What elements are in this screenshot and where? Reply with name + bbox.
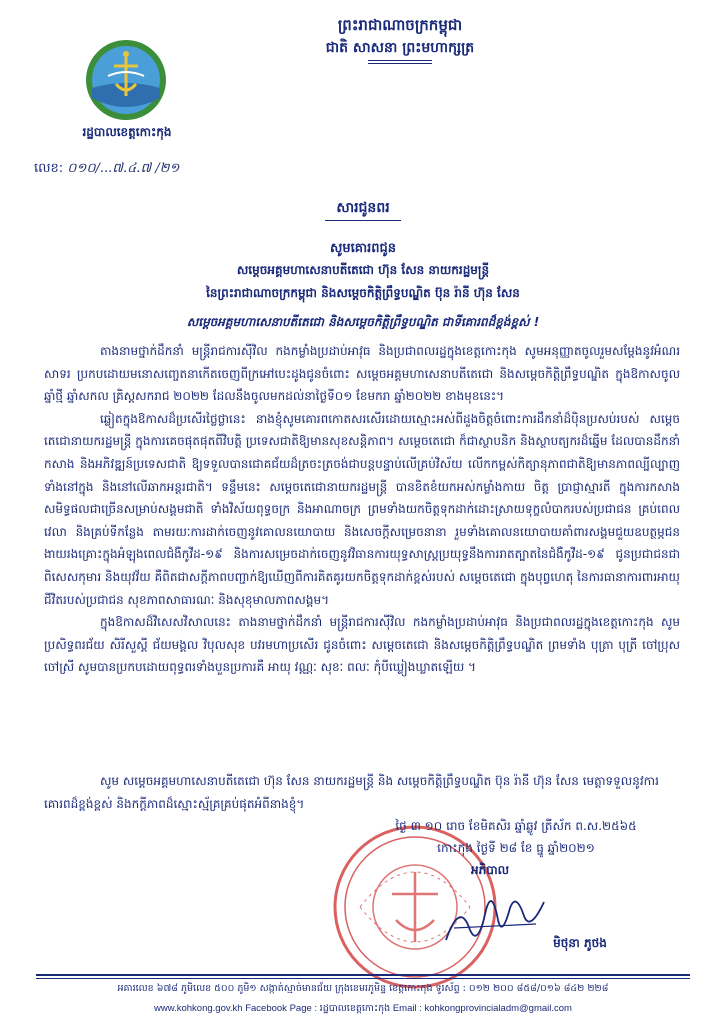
title-underline <box>325 220 401 221</box>
national-motto: ជាតិ សាសនា ព្រះមហាក្សត្រ <box>325 40 475 56</box>
reference-label: លេខ: <box>34 161 64 176</box>
footer-address: អគារលេខ ៦៧៨ ភូមិលេខ ៥០០ ភូមិ១ សង្កាត់ស្មាច់មានជ័យ ក្រុងខេមរភូមិន្ទ ខេត្តកោះកុង ទូរស័ព្ទ : ០១២ ២០០ ៨៥៨/០១៦ ៨៤២ ២២៨ <box>117 983 609 994</box>
body-paragraph: ក្នុងឱកាសដ៏វិសេសវិសាលនេះ តាងនាមថ្នាក់ដឹកនាំ មន្ត្រីរាជការស៊ីវិល កងកម្លាំងប្រដាប់អាវុធ និងប្រជាពលរដ្ឋក្នុងខេត្តកោះកុង សូមប្រសិទ្ធពរជ័យ សិរីសួស្តី ជ័យមង្គល វិបុលសុខ បវរមហាប្រសើរ ជូនចំពោះ សម្តេចតេជោ និងសម្តេចកិត្តិព្រឹទ្ធបណ្ឌិត ព្រមទាំង បុត្រា បុត្រី ចៅប្រុស ចៅស្រី សូមបានប្រកបដោយពុទ្ធពរទាំងបួនប្រការគឺ អាយុ វណ្ណៈ សុខៈ ពលៈ កុំបីឃ្លៀងឃ្លាតឡើយ ។ <box>44 615 680 675</box>
signer-title: អភិបាល <box>470 863 510 877</box>
footer-divider <box>36 974 690 976</box>
kingdom-heading: ព្រះរាជាណាចក្រកម្ពុជា <box>337 16 463 34</box>
reference-suffix: /២១ <box>155 161 180 176</box>
addressee-intro: សូមគោរពជូន <box>329 241 396 256</box>
signer-name: មិថុនា ភូថង <box>553 936 607 950</box>
addressee-prime-minister: សម្តេចអគ្គមហាសេនាបតីតេជោ ហ៊ុន សែន នាយករដ្ឋមន្ត្រី <box>236 263 490 277</box>
document-title: សារជូនពរ <box>336 200 390 216</box>
provincial-administration-name: រដ្ឋបាលខេត្តកោះកុង <box>82 125 172 139</box>
addressee-spouse: នៃព្រះរាជាណាចក្រកម្ពុជា និងសម្តេចកិត្តិព្រឹទ្ធបណ្ឌិត ប៊ុន រ៉ានី ហ៊ុន សែន <box>206 286 520 300</box>
solar-date: កោះកុង ថ្ងៃទី ២៨ ខែ ធ្នូ ឆ្នាំ២០២១ <box>437 841 595 855</box>
reference-value: ០១០/...៧.៤.៧ <box>67 161 152 176</box>
reference-number <box>34 160 179 179</box>
provincial-emblem-icon <box>84 38 168 122</box>
motto-divider <box>368 60 432 64</box>
body-paragraph: ឆ្លៀតក្នុងឱកាសដ៏ប្រសើរថ្លៃថ្លានេះ នាងខ្ញុំសូមគោរពកោតសរសើរដោយស្មោះអស់ពីដួងចិត្តចំពោះការដឹកនាំដ៏ប៉ិនប្រសប់របស់ សម្តេចតេជោនាយករដ្ឋមន្ត្រី ក្នុងការគេចផុតផុតពីវិបត្តិ ប្រទេសជាតិឱ្យមានសុខសន្តិភាព។ សម្តេចតេជោ ក៏ជាស្ថាបនិក និងស្ថាបត្យករដ៏ឆ្នើម ដែលបានដឹកនាំ កសាង និងអភិវឌ្ឍន៍ប្រទេសជាតិ ឱ្យទទួលបានជោគជ័យដ៏ត្រចះត្រចង់ជាបន្តបន្ទាប់លើគ្រប់វិស័យ លើកកម្ពស់កិត្យានុភាពជាតិឱ្យមានភាពល្បីល្បាញទាំងនៅក្នុង និងនៅលើឆាកអន្តរជាតិ។ ទន្ទឹមនេះ សម្តេចតេជោនាយករដ្ឋមន្ត្រី បានខិតខំយកអស់កម្លាំងកាយ ចិត្ត ប្រាជ្ញាស្មារតី ក្នុងការកសាងសមិទ្ធផលជាច្រើនសម្រាប់សង្គមជាតិ ទាំងវិស័យពុទ្ធចក្រ និងអាណាចក្រ ព្រមទាំងយកចិត្តទុកដាក់ដោះស្រាយទុក្ខលំបាករបស់ប្រជាជន គ្រប់ពេលវេលា និងគ្រប់ទីកន្លែង តាមរយៈការដាក់ចេញនូវគោលនយោបាយ និងសេចក្តីសម្រេចនានា រួមទាំងគោលនយោបាយគាំពារសង្គមជួយឧបត្ថម្ភជនងាយរងគ្រោះក្នុងអំឡុងពេលជំងឺកូវីដ-១៩ និងការសម្រេចដាក់ចេញនូវវិធានការយុទ្ធសាស្ត្រប្រយុទ្ធនឹងការរាតត្បាតនៃជំងឺកូវីដ-១៩ ជូនប្រជាជនជាពិសេសកុមារ និងយុវវ័យ គឺពិតជាសក្តីភាពបញ្ជាក់ឱ្យឃើញពីការគិតគូរយកចិត្តទុកដាក់ខ្ពស់របស់ សម្តេចតេជោ ក្នុងបុព្វហេតុ នៃការធានាការពារអាយុជីវិតរបស់ប្រជាជន សុខភាពសាធារណៈ និងសុខុមាលភាពសង្គម។ <box>44 411 680 607</box>
footer-contacts: www.kohkong.gov.kh Facebook Page : រដ្ឋបាលខេត្តកោះកុង Email : kohkongprovincialadm@gmail.com <box>154 1003 572 1014</box>
salutation: សម្តេចអគ្គមហាសេនាបតីតេជោ និងសម្តេចកិត្តិព្រឹទ្ធបណ្ឌិត ជាទីគោរពដ៏ខ្ពង់ខ្ពស់ ! <box>186 315 540 329</box>
footer-divider-thin <box>36 978 690 979</box>
body-paragraph: តាងនាមថ្នាក់ដឹកនាំ មន្ត្រីរាជការស៊ីវិល កងកម្លាំងប្រដាប់អាវុធ និងប្រជាពលរដ្ឋក្នុងខេត្តកោះកុង សូមអនុញ្ញាតចូលរួមសម្តែងនូវអំណរសាទរ ប្រកបដោយមនោសញ្ចេតនាកើតចេញពីក្រអៅបេះដូងជូនចំពោះ សម្តេចអគ្គមហាសេនាបតីតេជោ និងសម្តេចកិត្តិព្រឹទ្ធបណ្ឌិត ក្នុងឱកាសចូលឆ្នាំថ្មី ឆ្នាំសកល គ្រិស្តសករាជ ២០២២ ដែលនឹងចូលមកដល់នាថ្ងៃទី០១ ខែមករា ឆ្នាំ២០២២ ខាងមុខនេះ។ <box>44 344 680 404</box>
lunar-date: ថ្ងៃ ៣ ១០ រោច ខែមិគសិរ ឆ្នាំឆ្លូវ ត្រីស័ក ព.ស.២៥៦៥ <box>395 819 637 833</box>
closing-paragraph: សូម សម្តេចអគ្គមហាសេនាបតីតេជោ ហ៊ុន សែន នាយករដ្ឋមន្ត្រី និង សម្តេចកិត្តិព្រឹទ្ធបណ្ឌិត ប៊ុន រ៉ានី ហ៊ុន សែន មេត្តាទទួលនូវការគោរពដ៏ខ្ពង់ខ្ពស់ និងកក្តីភាពដ៏ស្មោះស្ម័គ្រគ្រប់ផុតអំពីនាងខ្ញុំ។ <box>44 774 659 811</box>
letter-body <box>44 340 680 679</box>
